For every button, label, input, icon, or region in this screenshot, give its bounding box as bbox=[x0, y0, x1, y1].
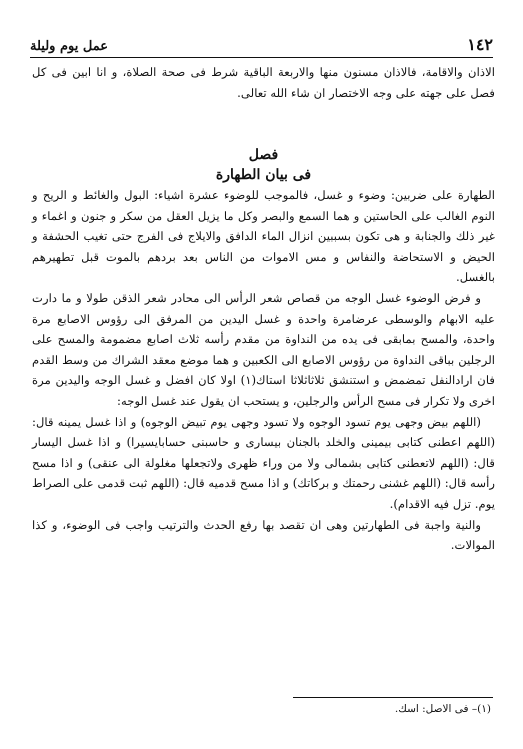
section-subtitle: فى بيان الطهارة bbox=[215, 167, 312, 183]
opening-line-2: ابين فى كل فصل على جهته على وجه الاختصار ان شاء الله تعالى. bbox=[32, 65, 495, 100]
page-number: ١٤٢ bbox=[467, 35, 493, 54]
paragraph-intention: والنية واجبة فى الطهارتين وهى ان تقصد بها رفع الحدث والترتيب واجب فى الوضوء، و كذا الموالات. bbox=[32, 517, 495, 553]
running-title: عمل يوم وليلة bbox=[30, 39, 108, 54]
header-rule bbox=[30, 57, 493, 58]
opening-line-1: الاذان والاقامة، فالاذان مسنون منها والاربعة الباقية شرط فى صحة الصلاة، و انا bbox=[96, 65, 495, 79]
section-title: فصل bbox=[248, 147, 279, 163]
section-heading bbox=[32, 145, 495, 185]
footnote: (١)– فى الاصل: اسك. bbox=[394, 703, 491, 715]
paragraph-ablution-obligations: و فرض الوضوء غسل الوجه من قصاص شعر الرأس الى محادر شعر الذقن طولا و ما دارت عليه الابهام والوسطى عرضامرة واحدة و غسل اليدين من المرفق الى رؤوس الاصابع مرة واحدة، والمسح بمابقى فى يده من النداوة من مقدم رأسه ثلاث اصابع مضمومة والمسح على الرجلين بباقى النداوة من رؤوس الاصابع الى الكعبين و هما موضع معقد الشراك من وسط القدم فان ارادالنفل تمضمض و استنشق ثلاثاثلاثا استاك(١) اولا كان افضل و غسل الوجه واليدين مرة اخرى ولا تكرار فى مسح الرأس والرجلين، و يستحب ان يقول عند غسل الوجه: bbox=[32, 290, 495, 408]
footnote-rule bbox=[293, 697, 493, 698]
page-header bbox=[30, 30, 493, 54]
opening-paragraph bbox=[32, 62, 495, 103]
paragraph-purity-types: الطهارة على ضربين: وضوء و غسل، فالموجب للوضوء عشرة اشياء: البول والغائط و الريح و النوم الغالب على الحاستين و هما السمع والبصر وكل ما يزيل العقل من سكر و جنون و اغماء و غير ذلك والجنابة و هى تكون بسببين انزال الماء الدافق والايلاج فى الفرج حتى تغيب الحشفة و الحيض و الاستحاضة والنفاس و مس الاموات من الناس بعد بردهم بالموت قبل تطهيرهم بالغسل. bbox=[32, 188, 495, 285]
paragraph-ablution-supplications: (اللهم بيض وجهى يوم تسود الوجوه ولا تسود وجهى يوم تبيض الوجوه) و اذا غسل يمينه قال: (اللهم اعطنى كتابى بيمينى والخلد بالجنان بيسارى و حاسبنى حسابايسيرا) و اذا غسل اليسار قال: (اللهم لاتعطنى كتابى بشمالى ولا من وراء ظهرى ولاتجعلها مغلولة الى عنقى) و اذا مسح رأسه قال: (اللهم غشنى رحمتك و بركاتك) و اذا مسح قدميه قال: (اللهم ثبت قدمى على الصراط يوم. تزل فيه الاقدام). bbox=[32, 414, 495, 511]
page-body bbox=[32, 62, 495, 556]
